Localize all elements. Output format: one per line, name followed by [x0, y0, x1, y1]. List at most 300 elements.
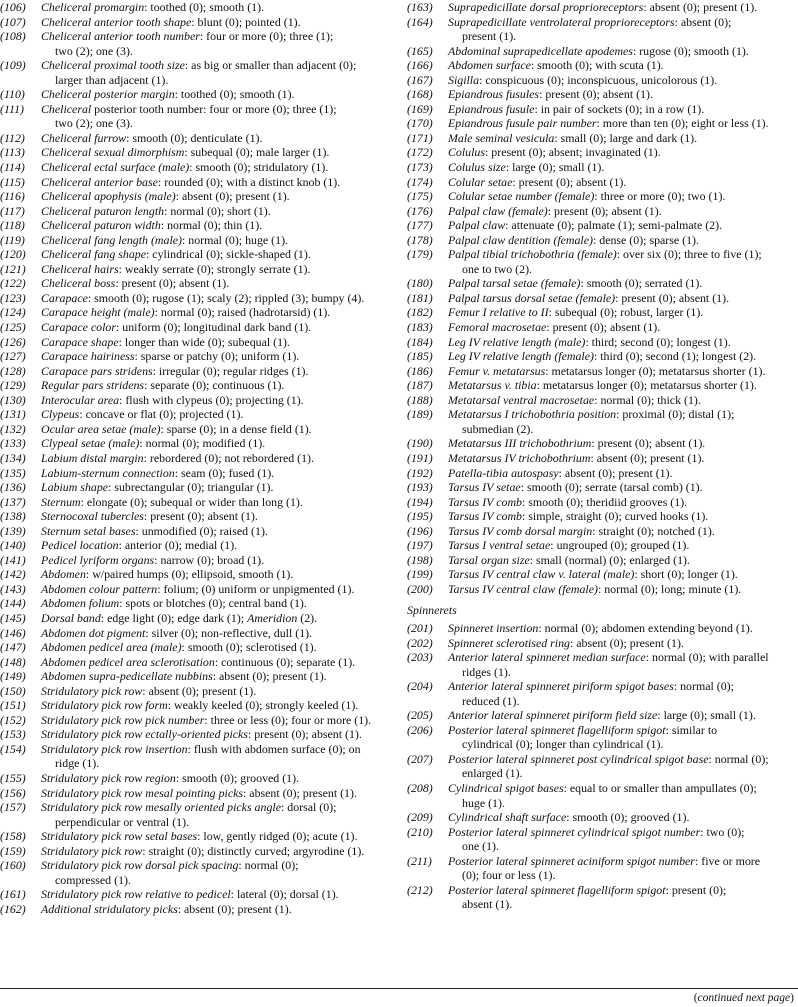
character-name: Spinneret sclerotised ring [448, 635, 570, 650]
character-number: (120) [0, 247, 26, 262]
character-number: (189) [407, 407, 433, 422]
character-number: (209) [407, 810, 433, 825]
character-entry [0, 145, 402, 160]
character-number: (158) [0, 829, 26, 844]
character-name: Abdomen dot pigment [41, 625, 146, 640]
character-definition [448, 175, 798, 190]
character-definition [41, 538, 402, 553]
character-definition [41, 233, 402, 248]
character-states: : normal (0); raised (hadrotarsid) (1). [154, 305, 331, 320]
character-definition [448, 44, 798, 59]
character-number: (106) [0, 0, 26, 14]
character-name: Tarsus IV central claw (female) [448, 581, 598, 596]
character-entry [407, 131, 798, 146]
character-number: (119) [0, 232, 25, 247]
character-number: (180) [407, 276, 433, 291]
character-number: (174) [407, 174, 433, 189]
character-states: : subrectangular (0); triangular (1). [108, 480, 274, 495]
character-number: (108) [0, 29, 26, 44]
character-definition [41, 451, 402, 466]
character-states: : seam (0); fused (1). [174, 465, 275, 480]
character-name: Stridulatory pick row [41, 683, 143, 698]
character-name: Posterior lateral spinneret flagelliform spigot [448, 882, 666, 897]
character-number: (195) [407, 509, 433, 524]
character-states: : absent (0); present (1). [175, 189, 290, 204]
character-name: Stridulatory pick row dorsal pick spacing [41, 858, 239, 873]
character-definition [448, 509, 798, 524]
character-entry [407, 305, 798, 320]
character-states: : uniform (0); longitudinal dark band (1). [115, 320, 312, 335]
character-number: (153) [0, 727, 26, 742]
character-states-continued: ridge (1). [55, 756, 100, 771]
character-definition [448, 723, 798, 738]
character-name: Cheliceral [41, 101, 92, 116]
character-number: (145) [0, 610, 26, 625]
character-name: Labium distal margin [41, 450, 144, 465]
character-definition [41, 626, 402, 641]
character-states-continued: (0); four or less (1). [462, 868, 556, 883]
character-definition [41, 800, 402, 815]
character-name: Palpal claw (female) [448, 203, 548, 218]
character-entry [0, 466, 402, 481]
character-name: Stridulatory pick row region [41, 770, 176, 785]
character-definition [448, 189, 798, 204]
character-entry [407, 582, 798, 597]
character-definition [448, 621, 798, 636]
character-name: Abdomen surface [448, 58, 531, 73]
character-definition [448, 204, 798, 219]
character-states: : smooth (0); grooved (1). [566, 810, 690, 825]
character-number: (109) [0, 58, 26, 73]
character-name: Sternum [41, 494, 81, 509]
character-name: Additional stridulatory picks [41, 901, 178, 916]
character-number: (128) [0, 363, 26, 378]
character-number: (160) [0, 858, 26, 873]
character-entry [0, 189, 402, 204]
character-number: (157) [0, 800, 26, 815]
character-entry [407, 636, 798, 651]
character-states: : normal (0); thick (1). [594, 392, 701, 407]
character-number: (129) [0, 378, 26, 393]
character-definition [41, 0, 402, 15]
character-states: : concave or flat (0); projected (1). [79, 407, 244, 422]
character-states-continued: perpendicular or ventral (1). [55, 814, 190, 829]
character-name: Regular pars stridens [41, 378, 145, 393]
character-definition [448, 320, 798, 335]
character-number: (186) [407, 363, 433, 378]
character-states: : metatarsus longer (0); metatarsus shorter (1). [545, 363, 766, 378]
character-states: : normal (0); [708, 751, 769, 766]
character-number: (194) [407, 494, 433, 509]
character-states: : attenuate (0); palmate (1); semi-palmate (2). [505, 218, 723, 233]
character-name: Posterior lateral spinneret flagelliform spigot [448, 722, 666, 737]
character-states: : normal (0); short (1). [164, 203, 271, 218]
character-states: : present (0); [665, 882, 727, 897]
character-name: Metatarsus III trichobothrium [448, 436, 592, 451]
character-name: Cheliceral paturon length [41, 203, 165, 218]
character-entry [0, 305, 402, 320]
character-number: (155) [0, 770, 26, 785]
character-states-continued: present (1). [462, 29, 517, 44]
character-states: : normal (0); abdomen extending beyond (1). [538, 620, 753, 635]
character-name: Cheliceral fang length (male) [41, 232, 183, 247]
character-states: : separate (0); continuous (1). [144, 378, 285, 393]
character-name: Interocular area [41, 392, 120, 407]
character-states: : unmodified (0); raised (1). [135, 523, 268, 538]
character-definition [448, 15, 798, 30]
character-entry [0, 480, 402, 495]
character-definition [41, 567, 402, 582]
character-definition [448, 145, 798, 160]
character-name: Cheliceral anterior base [41, 174, 158, 189]
character-definition [41, 480, 402, 495]
character-name: Stridulatory pick row insertion [41, 741, 188, 756]
character-states: : low, gently ridged (0); acute (1). [197, 829, 358, 844]
character-definition [448, 553, 798, 568]
character-definition [448, 582, 798, 597]
character-number: (207) [407, 751, 433, 766]
character-name: Carapace hairiness [41, 349, 135, 364]
character-entry [0, 596, 402, 611]
character-states: : metatarsus longer (0); metatarsus shorter (1). [536, 378, 757, 393]
character-entry [407, 0, 798, 15]
character-states: : sparse (0); in a dense field (1). [160, 421, 312, 436]
character-entry [407, 87, 798, 102]
character-states: : proximal (0); distal (1); [616, 407, 735, 422]
character-entry [0, 844, 402, 859]
character-entry [0, 582, 402, 597]
character-name: Tarsus IV comb [448, 494, 523, 509]
character-definition [41, 553, 402, 568]
character-name: Tarsus IV central claw v. lateral (male) [448, 567, 635, 582]
character-definition [448, 636, 798, 651]
character-number: (138) [0, 509, 26, 524]
character-number: (170) [407, 116, 433, 131]
character-name: Ocular area setae (male) [41, 421, 161, 436]
character-definition [448, 116, 798, 131]
character-states: : silver (0); non-reflective, dull (1). [145, 625, 313, 640]
character-number: (124) [0, 305, 26, 320]
character-states-continued: two (2); one (3). [55, 43, 133, 58]
character-entry [407, 58, 798, 73]
character-states: : continuous (0); separate (1). [214, 654, 356, 669]
character-entry [0, 902, 402, 917]
character-name: Cheliceral apophysis (male) [41, 189, 176, 204]
character-name: Dorsal band [41, 610, 101, 625]
character-name: Palpal tarsal setae (female) [448, 276, 581, 291]
character-entry [407, 708, 798, 723]
character-states: : three or more (0); two (1). [594, 189, 726, 204]
right-column [407, 0, 798, 912]
character-number: (144) [0, 596, 26, 611]
character-number: (184) [407, 334, 433, 349]
character-entry [0, 626, 402, 641]
character-entry [0, 640, 402, 655]
character-states: : smooth (0); with scuta (1). [530, 58, 664, 73]
character-definition [448, 650, 798, 665]
character-name: Cheliceral proximal tooth size [41, 58, 185, 73]
character-definition [448, 451, 798, 466]
character-entry [407, 247, 798, 276]
character-entry [407, 291, 798, 306]
character-entry [407, 781, 798, 810]
character-name: Palpal claw dentition (female) [448, 232, 593, 247]
character-number: (112) [0, 130, 25, 145]
character-states: : as big or smaller than adjacent (0); [184, 58, 357, 73]
character-name: Epiandrous fusule [448, 101, 535, 116]
character-states: : subequal (0); male larger (1). [184, 145, 330, 160]
character-name: Femur I relative to II [448, 305, 549, 320]
character-name: Cheliceral hairs [41, 261, 119, 276]
character-number: (201) [407, 620, 433, 635]
character-states: : rebordered (0); not rebordered (1). [143, 450, 314, 465]
character-definition [448, 854, 798, 869]
character-definition [41, 844, 402, 859]
character-states: : toothed (0); smooth (1). [144, 0, 265, 14]
character-entry [0, 451, 402, 466]
character-number: (165) [407, 43, 433, 58]
character-name: Colulus size [448, 160, 506, 175]
character-name: Metatarsal ventral macrosetae [448, 392, 595, 407]
character-number: (107) [0, 14, 26, 29]
character-entry [407, 679, 798, 708]
character-definition [41, 29, 402, 44]
character-name: Abdomen colour pattern [41, 581, 158, 596]
character-name: Carapace color [41, 320, 116, 335]
character-entry [407, 854, 798, 883]
character-states: : normal (0); with parallel [645, 650, 769, 665]
character-number: (139) [0, 523, 26, 538]
character-entry [407, 320, 798, 335]
character-states: : over six (0); three to five (1); [616, 247, 762, 262]
character-definition [41, 611, 402, 626]
character-entry [0, 349, 402, 364]
character-name: Cheliceral posterior margin [41, 87, 175, 102]
character-definition [448, 480, 798, 495]
character-definition [41, 145, 402, 160]
character-entry [0, 393, 402, 408]
character-number: (131) [0, 407, 26, 422]
character-states: : normal (0); [673, 679, 734, 694]
character-entry [0, 727, 402, 742]
character-definition [448, 495, 798, 510]
character-states: : four or more (0); three (1); [199, 29, 334, 44]
character-definition [448, 131, 798, 146]
character-states: : straight (0); distinctly curved; argyrodine (1). [142, 843, 365, 858]
character-entry [407, 883, 798, 912]
character-definition [41, 684, 402, 699]
character-name: Tarsus I ventral setae [448, 538, 551, 553]
character-definition [448, 567, 798, 582]
character-entry [0, 713, 402, 728]
character-entry [407, 349, 798, 364]
character-entry [407, 650, 798, 679]
character-definition [448, 335, 798, 350]
character-entry [407, 102, 798, 117]
character-name: Carapace pars stridens [41, 363, 153, 378]
character-states: : more than ten (0); eight or less (1). [596, 116, 769, 131]
character-entry [407, 393, 798, 408]
character-definition [448, 87, 798, 102]
character-entry [407, 509, 798, 524]
character-states: : simple, straight (0); curved hooks (1). [522, 509, 709, 524]
character-entry [0, 407, 402, 422]
character-entry [0, 175, 402, 190]
character-name: Cheliceral sexual dimorphism [41, 145, 185, 160]
character-entry [407, 204, 798, 219]
character-name: Suprapedicillate dorsal proprioreceptors [448, 0, 644, 14]
character-name: Cheliceral anterior tooth shape [41, 14, 192, 29]
character-name: Cheliceral furrow [41, 130, 127, 145]
character-states: : present (0); absent (1). [546, 320, 661, 335]
character-number: (166) [407, 58, 433, 73]
character-number: (159) [0, 843, 26, 858]
character-definition [41, 771, 402, 786]
character-name: Femoral macrosetae [448, 320, 547, 335]
character-states-continued: submedian (2). [462, 421, 534, 436]
character-name: Abdominal suprapedicellate apodemes [448, 43, 633, 58]
character-number: (121) [0, 261, 26, 276]
character-number: (137) [0, 494, 26, 509]
character-name: Abdomen folium [41, 596, 120, 611]
character-entry [407, 15, 798, 44]
character-definition [41, 436, 402, 451]
character-name: Stridulatory pick row pick number [41, 712, 205, 727]
character-definition [41, 727, 402, 742]
character-definition [41, 713, 402, 728]
character-definition [41, 524, 402, 539]
character-definition [41, 902, 402, 917]
character-states: : rounded (0); with a distinct knob (1). [157, 174, 341, 189]
character-name: Metatarsus IV trichobothrium [448, 450, 591, 465]
character-states: : absent (0); present (1). [590, 450, 705, 465]
character-entry [407, 810, 798, 825]
character-name: Epiandrous fusule pair number [448, 116, 597, 131]
character-name: Stridulatory pick row mesally oriented picks angle [41, 800, 281, 815]
character-number: (122) [0, 276, 26, 291]
character-entry [407, 723, 798, 752]
character-number: (199) [407, 567, 433, 582]
character-definition [448, 679, 798, 694]
character-name: Clypeus [41, 407, 80, 422]
character-states: : straight (0); notched (1). [592, 523, 715, 538]
character-name: Tarsus IV comb [448, 509, 523, 524]
character-name: Carapace shape [41, 334, 119, 349]
character-definition [41, 640, 402, 655]
character-name: Posterior lateral spinneret aciniform spigot number [448, 853, 695, 868]
character-number: (150) [0, 683, 26, 698]
character-entry [0, 684, 402, 699]
character-states: : large (0); small (1). [505, 160, 605, 175]
character-name: Stridulatory pick row setal bases [41, 829, 198, 844]
character-name: Stridulatory pick row [41, 843, 143, 858]
character-states-continued: huge (1). [462, 795, 505, 810]
character-states: : smooth (0); stridulatory (1). [189, 160, 329, 175]
character-states: : cylindrical (0); sickle-shaped (1). [146, 247, 311, 262]
character-number: (135) [0, 465, 26, 480]
character-entry [407, 335, 798, 350]
character-states: : present (0); absent (1). [539, 87, 653, 102]
character-number: (182) [407, 305, 433, 320]
character-entry [0, 262, 402, 277]
character-states: : absent (0); present (1). [558, 465, 673, 480]
character-number: (115) [0, 174, 25, 189]
character-states: : sparse or patchy (0); uniform (1). [134, 349, 300, 364]
character-entry [0, 247, 402, 262]
character-states-continued: two (2); one (3). [55, 116, 133, 131]
character-entry [0, 858, 402, 887]
character-name: Leg IV relative length (female) [448, 349, 594, 364]
character-name: Anterior lateral spinneret piriform field size [448, 708, 658, 723]
character-name: Pedicel lyriform organs [41, 552, 155, 567]
character-number: (211) [407, 853, 432, 868]
character-entry [407, 495, 798, 510]
character-entry [407, 567, 798, 582]
character-entry [0, 538, 402, 553]
character-definition [448, 160, 798, 175]
character-states: : smooth (0); serrate (tarsal comb) (1). [520, 480, 703, 495]
character-entry [0, 29, 402, 58]
character-name: Stridulatory pick row ectally-oriented picks [41, 727, 248, 742]
character-name: Epiandrous fusules [448, 87, 540, 102]
character-definition [41, 15, 402, 30]
character-entry [0, 495, 402, 510]
character-states: : normal (0); [238, 858, 299, 873]
character-entry [407, 436, 798, 451]
character-states: : smooth (0); denticulate (1). [126, 130, 263, 145]
character-definition [448, 466, 798, 481]
character-number: (143) [0, 581, 26, 596]
character-name: Abdomen pedicel area sclerotisation [41, 654, 215, 669]
character-number: (118) [0, 218, 25, 233]
character-name: Carapace height (male) [41, 305, 155, 320]
character-states: : dorsal (0); [280, 800, 337, 815]
section-heading-spinnerets: Spinnerets [407, 603, 457, 618]
character-entry [0, 524, 402, 539]
continued-note: (continued next page) [693, 992, 794, 1004]
character-entry [407, 553, 798, 568]
character-entry [0, 218, 402, 233]
character-definition [41, 131, 402, 146]
character-states: : present (0); absent (1). [115, 276, 230, 291]
character-states: : three or less (0); four or more (1). [204, 712, 372, 727]
character-entry [407, 276, 798, 291]
character-entry [0, 102, 402, 131]
character-entry [0, 378, 402, 393]
character-number: (210) [407, 824, 433, 839]
character-entry [0, 58, 402, 87]
character-entry [0, 320, 402, 335]
character-definition [41, 887, 402, 902]
character-entry [407, 233, 798, 248]
character-entry [407, 451, 798, 466]
character-entry [407, 189, 798, 204]
character-entry [0, 698, 402, 713]
character-name: Tarsus IV comb dorsal margin [448, 523, 593, 538]
character-entry [407, 621, 798, 636]
character-entry [0, 335, 402, 350]
character-entry [407, 480, 798, 495]
character-number: (164) [407, 14, 433, 29]
character-states: : normal (0); huge (1). [182, 232, 289, 247]
character-states: : spots or blotches (0); central band (1). [119, 596, 307, 611]
character-states: : third (0); second (1); longest (2). [593, 349, 757, 364]
character-states: : smooth (0); theridiid grooves (1). [522, 494, 688, 509]
character-states: : dense (0); sparse (1). [592, 232, 699, 247]
character-states: : present (0); absent; invaginated (1). [485, 145, 661, 160]
character-number: (123) [0, 290, 26, 305]
character-states: : folium; (0) uniform or unpigmented (1). [157, 581, 355, 596]
